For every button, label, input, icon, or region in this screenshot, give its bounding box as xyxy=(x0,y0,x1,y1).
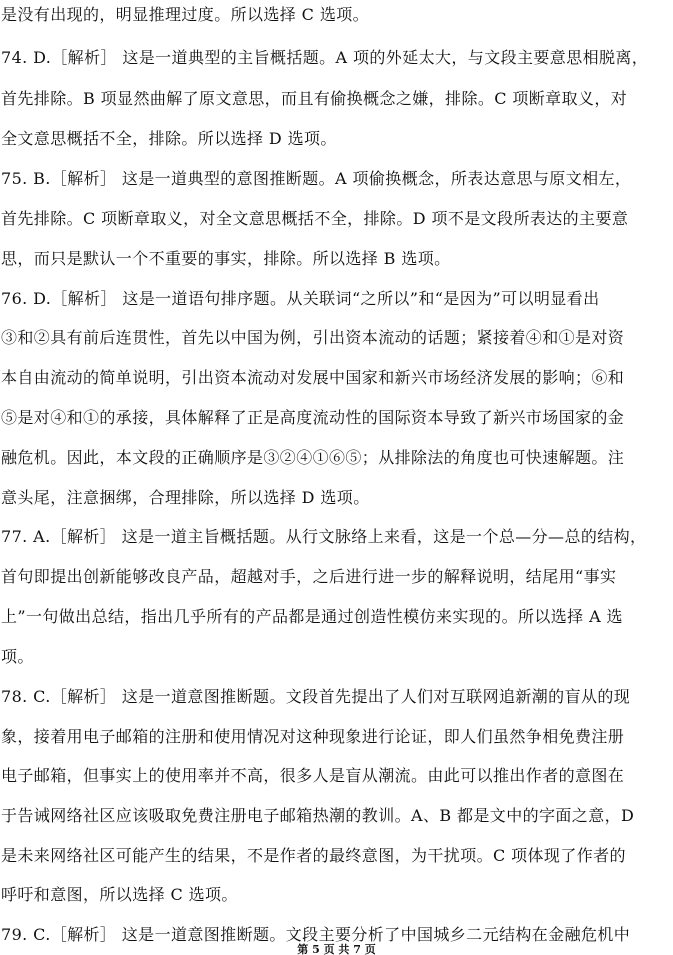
text-line: 思，而只是默认一个不重要的事实，排除。所以选择 B 选项。 xyxy=(1,249,451,268)
text-line: ③和②具有前后连贯性，首先以中国为例，引出资本流动的话题；紧接着④和①是对资 xyxy=(1,328,625,347)
text-line: 融危机。因此，本文段的正确顺序是③②④①⑥⑤；从排除法的角度也可快速解题。注 xyxy=(1,448,625,467)
text-line: 首先排除。C 项断章取义，对全文意思概括不全，排除。D 项不是文段所表达的主要意 xyxy=(1,209,629,228)
text-line: 象，接着用电子邮箱的注册和使用情况对这种现象进行论证，即人们虽然争相免费注册 xyxy=(1,727,625,746)
text-line: 79. C.［解析］ 这是一道意图推断题。文段主要分析了中国城乡二元结构在金融危机中 xyxy=(1,925,631,944)
text-line: 75. B.［解析］ 这是一道典型的意图推断题。A 项偷换概念，所表达意思与原文相左， xyxy=(1,169,632,188)
text-line: ⑤是对④和①的承接，具体解释了正是高度流动性的国际资本导致了新兴市场国家的金 xyxy=(1,408,625,427)
text-line: 是未来网络社区可能产生的结果，不是作者的最终意图，为干扰项。C 项体现了作者的 xyxy=(1,846,626,865)
text-line: 76. D.［解析］ 这是一道语句排序题。从关联词“之所以”和“是因为”可以明显看出 xyxy=(1,289,600,308)
text-line: 意头尾，注意捆绑，合理排除，所以选择 D 选项。 xyxy=(1,488,370,507)
text-line: 74. D.［解析］ 这是一道典型的主旨概括题。A 项的外延太大，与文段主要意思相脱离， xyxy=(1,48,649,67)
text-line: 呼吁和意图，所以选择 C 选项。 xyxy=(1,885,238,904)
text-line: 全文意思概括不全，排除。所以选择 D 选项。 xyxy=(1,129,337,148)
text-line: 78. C.［解析］ 这是一道意图推断题。文段首先提出了人们对互联网追新潮的盲从的现 xyxy=(1,687,631,706)
text-line: 本自由流动的简单说明，引出资本流动对发展中国家和新兴市场经济发展的影响；⑥和 xyxy=(1,368,625,387)
text-line: 77. A.［解析］ 这是一道主旨概括题。从行文脉络上来看，这是一个总—分—总的结构， xyxy=(1,527,647,546)
text-line: 首句即提出创新能够改良产品，超越对手，之后进行进一步的解释说明，结尾用“事实 xyxy=(1,567,617,586)
text-line: 首先排除。B 项显然曲解了原文意思，而且有偷换概念之嫌，排除。C 项断章取义，对 xyxy=(1,89,628,108)
text-line: 电子邮箱，但事实上的使用率并不高，很多人是盲从潮流。由此可以推出作者的意图在 xyxy=(1,766,625,785)
text-line: 项。 xyxy=(1,647,34,666)
text-line: 上”一句做出总结，指出几乎所有的产品都是通过创造性模仿来实现的。所以选择 A 选 xyxy=(1,607,623,626)
text-line: 于告诫网络社区应该吸取免费注册电子邮箱热潮的教训。A、B 都是文中的字面之意，D xyxy=(1,806,635,825)
text-line: 是没有出现的，明显推理过度。所以选择 C 选项。 xyxy=(1,5,370,24)
page-footer: 第 5 页 共 7 页 xyxy=(297,943,376,955)
